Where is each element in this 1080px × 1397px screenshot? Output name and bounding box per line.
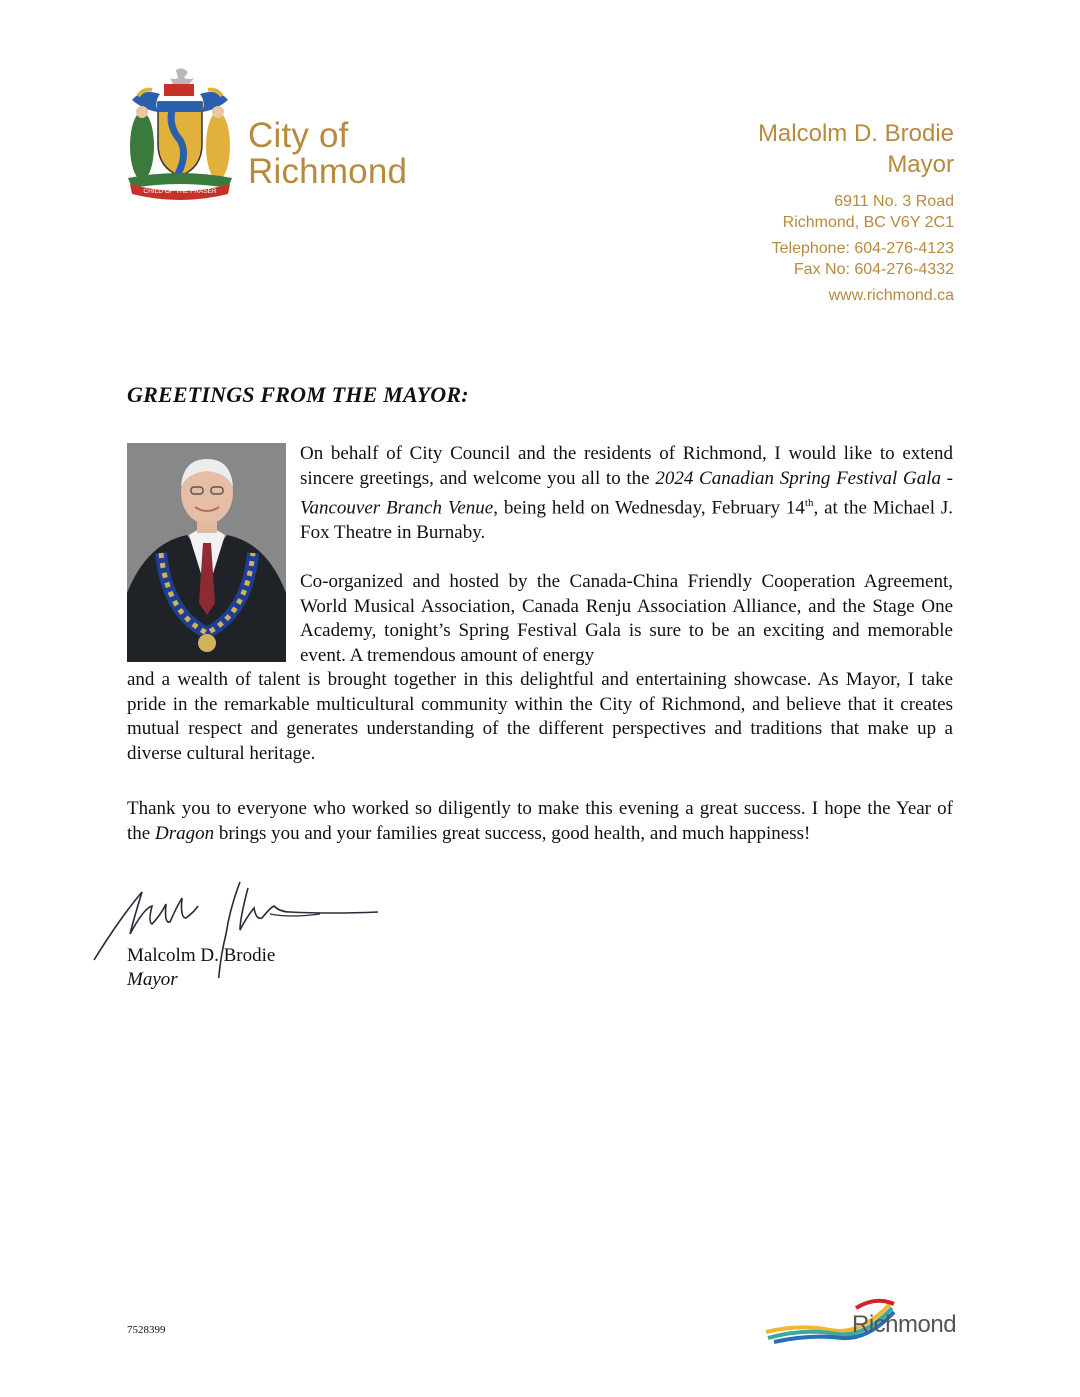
paragraph-welcome: [300, 442, 953, 545]
document-number: 7528399: [127, 1324, 166, 1336]
footer-logo-text: Richmond: [852, 1311, 957, 1338]
fax: Fax No: 604-276-4332: [793, 261, 954, 278]
signoff-role: Mayor: [127, 969, 178, 990]
mayor-title: Mayor: [887, 151, 954, 178]
crest-banner-text: CHILD OF THE FRASER: [143, 188, 217, 195]
paragraph-thanks: [127, 797, 953, 846]
paragraph-organizers-part2: and a wealth of talent is brought together in this delightful and entertaining showcase. As Mayor, I take pride in the remarkable multicultural community within the City of Richmond, and believe that it creates mutual respect and generates understanding of the different perspectives and traditions that make up a diverse cultural heritage.: [127, 669, 953, 764]
p1-text-b: , being held on Wednesday, February 14: [493, 497, 805, 519]
p1-text-a: On behalf of City Council and the residents of Richmond, I would like to extend sincere greetings, and welcome you all to the: [300, 443, 953, 489]
mayor-contact-block: [758, 118, 954, 306]
event-name: 2024 Canadian Spring Festival Gala - Vancouver Branch Venue: [300, 467, 954, 519]
mayor-name: Malcolm D. Brodie: [757, 120, 954, 147]
city-name-wordmark: [248, 118, 407, 190]
city-crest-logo: [124, 66, 236, 202]
city-name-line2: Richmond: [248, 152, 408, 191]
city-name-line1: City of: [248, 116, 349, 155]
website: www.richmond.ca: [828, 287, 954, 304]
date-suffix: th: [804, 497, 814, 509]
dragon-word: Dragon: [154, 822, 215, 844]
address-line1: 6911 No. 3 Road: [834, 193, 954, 210]
telephone: Telephone: 604-276-4123: [771, 240, 954, 257]
mayor-portrait-photo: [127, 443, 286, 662]
p3-text-b: brings you and your families great success, good health, and much happiness!: [214, 822, 811, 844]
paragraph-organizers-part1: Co-organized and hosted by the Canada-China Friendly Cooperation Agreement, World Musical Association, Canada Renju Association Alliance, and the Stage One Academy, tonight’s Spring Festival Gala is sure to be an exciting and memorable event. A tremendous amount of energy: [300, 571, 953, 666]
address-line2: Richmond, BC V6Y 2C1: [782, 214, 954, 231]
signoff-name: Malcolm D. Brodie: [127, 945, 276, 966]
letter-heading: GREETINGS FROM THE MAYOR:: [127, 382, 469, 407]
p1-text-c: , at the Michael J. Fox Theatre in Burnaby.: [300, 497, 953, 543]
p3-text-a: Thank you to everyone who worked so diligently to make this evening a great success. I hope the Year of the: [127, 798, 953, 844]
